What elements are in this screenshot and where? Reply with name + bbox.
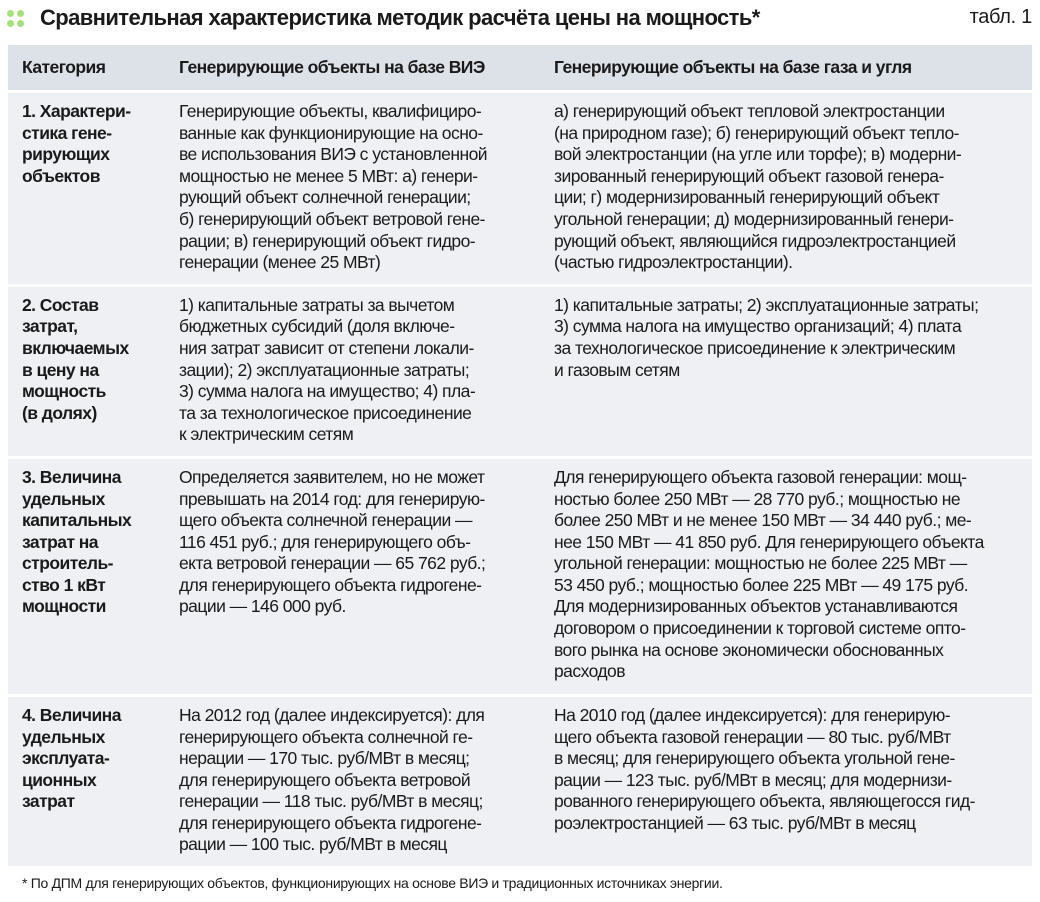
res-cell: На 2012 год (далее индексируется): для генерирующего объекта солнечной ге- нерации — 170 тыс. руб/МВт в месяц; для генерирующего объекта ветровой генерации — 118 тыс. руб/МВт в месяц; для генерирующего объекта гидрогене- рации — 100 тыс. руб/МВт в месяц: [165, 695, 540, 866]
column-header-category: Категория: [8, 45, 165, 92]
table-row: [8, 457, 1032, 695]
column-header-res: Генерирующие объекты на базе ВИЭ: [165, 45, 540, 92]
table-title: Сравнительная характеристика методик расчёта цены на мощность*: [40, 5, 760, 30]
category-cell: 1. Характери- стика гене- рирующих объектов: [8, 92, 165, 286]
gas-coal-cell: На 2010 год (далее индексируется): для генерирую- щего объекта газовой генерации — 80 тыс. руб/МВт в месяц; для генерирующего объекта угольной гене- рации — 123 тыс. руб/МВт в месяц; для модернизи- рованного генерирующего объекта, являющегосся гид- роэлектростанцией — 63 тыс. руб/МВт в месяц: [540, 695, 1032, 866]
table-label: табл. 1: [969, 6, 1032, 28]
bullet-dots-icon: [7, 10, 25, 28]
table-row: [8, 285, 1032, 457]
header-row: [8, 45, 1032, 92]
res-cell: Определяется заявителем, но не может превышать на 2014 год: для генерирую- щего объекта солнечной генерации — 116 451 руб.; для генерирующего объ- екта ветровой генерации — 65 762 руб.; для генерирующего объекта гидрогене- рации — 146 000 руб.: [165, 457, 540, 695]
category-cell: 3. Величина удельных капитальных затрат на строитель- ство 1 кВт мощности: [8, 457, 165, 695]
table-row: [8, 92, 1032, 286]
gas-coal-cell: а) генерирующий объект тепловой электростанции (на природном газе); б) генерирующий объект тепло- вой электростанции (на угле или торфе); в) модерни- зированный генерирующий объект газовой генера- ции; г) модернизированный генерирующий объект угольной генерации; д) модернизированный генери- рующий объект, являющийся гидроэлектростанцией (частью гидроэлектростанции).: [540, 92, 1032, 286]
gas-coal-cell: Для генерирующего объекта газовой генерации: мощ- ностью более 250 МВт — 28 770 руб.; мощностью не более 250 МВт и не менее 150 МВт — 34 440 руб.; ме- нее 150 МВт — 41 850 руб. Для генерирующего объекта угольной генерации: мощностью не более 225 МВт — 53 450 руб.; мощностью более 225 МВт — 49 175 руб. Для модернизированных объектов устанавливаются договором о присоединении к торговой системе опто- вого рынка на основе экономически обоснованных расходов: [540, 457, 1032, 695]
table-row: [8, 695, 1032, 866]
res-cell: Генерирующие объекты, квалифициро- ванные как функционирующие на осно- ве использования ВИЭ с установленной мощностью не менее 5 МВт: а) генери- рующий объект солнечной генерации; б) генерирующий объект ветровой гене- рации; в) генерирующий объект гидро- генерации (менее 25 МВт): [165, 92, 540, 286]
gas-coal-cell: 1) капитальные затраты; 2) эксплуатационные затраты; 3) сумма налога на имущество организаций; 4) плата за технологическое присоединение к электрическим и газовым сетям: [540, 285, 1032, 457]
res-cell: 1) капитальные затраты за вычетом бюджетных субсидий (доля включе- ния затрат зависит от степени локали- зации); 2) эксплуатационные затраты; 3) сумма налога на имущество; 4) пла- та за технологическое присоединение к электрическим сетям: [165, 285, 540, 457]
category-cell: 2. Состав затрат, включаемых в цену на мощность (в долях): [8, 285, 165, 457]
column-header-gas-coal: Генерирующие объекты на базе газа и угля: [540, 45, 1032, 92]
comparison-table: [8, 45, 1032, 866]
footnote: * По ДПМ для генерирующих объектов, функционирующих на основе ВИЭ и традиционных источниках энергии.: [22, 875, 723, 891]
title-bar: [0, 0, 1040, 45]
category-cell: 4. Величина удельных эксплуата- ционных затрат: [8, 695, 165, 866]
